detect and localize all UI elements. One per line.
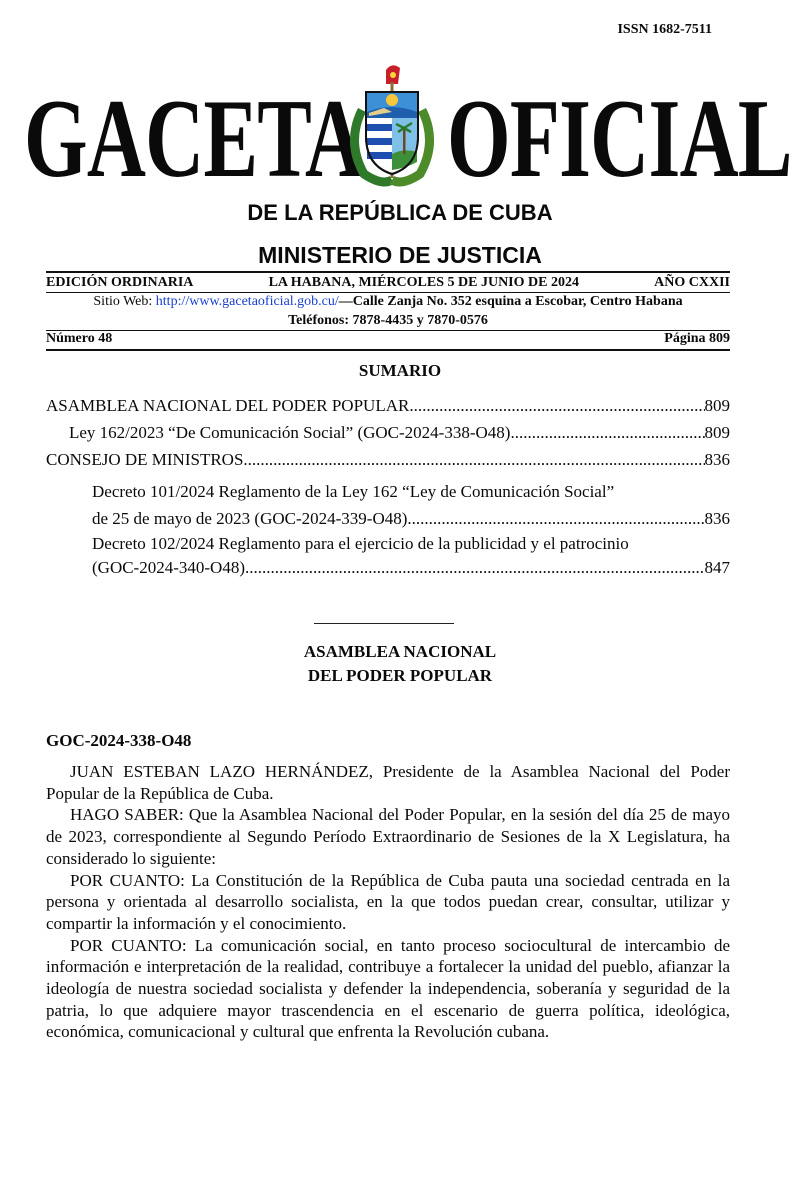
section-heading-line2: DEL PODER POPULAR <box>307 666 493 685</box>
section-heading-line1: ASAMBLEA NACIONAL <box>303 642 497 661</box>
rule-mid <box>46 292 730 293</box>
toc-page: 809 <box>704 423 730 442</box>
edition-type: EDICIÓN ORDINARIA <box>46 275 194 290</box>
paragraph: POR CUANTO: La comunicación social, en tanto proceso sociocultural de intercambio de información e interpretación de la realidad, contribuye a fortalecer la unidad del pueblo, afianzar la ideología de nuestra sociedad socialista y defender la independencia, soberanía y seguridad de la patria, lo que adquiere mayor trascendencia en el escenario de guerra política, ideológica, económica, comunicacional y cultural que enfrenta la Revolución cubana. <box>46 935 730 1042</box>
toc-text: ASAMBLEA NACIONAL DEL PODER POPULAR <box>46 396 410 415</box>
ministry-title: MINISTERIO DE JUSTICIA <box>258 242 542 268</box>
toc-text: Decreto 101/2024 Reglamento de la Ley 162 “Ley de Comunicación Social” <box>92 482 615 501</box>
paragraph: POR CUANTO: La Constitución de la República de Cuba pauta una sociedad centrada en la persona y orientada al desarrollo socialista, en la que todos puedan crear, consultar, utilizar y compartir la información y el conocimiento. <box>46 870 730 933</box>
site-row <box>46 294 730 310</box>
toc-entry[interactable] <box>46 449 730 470</box>
site-link[interactable]: http://www.gacetaoficial.gob.cu/ <box>155 294 339 309</box>
masthead-left-word: GACETA <box>24 77 364 201</box>
cuba-coat-of-arms-icon <box>342 62 442 194</box>
page-number: Página 809 <box>664 331 730 346</box>
rule-top <box>46 271 730 273</box>
masthead <box>24 77 792 201</box>
issue-number: Número 48 <box>46 331 113 346</box>
toc-text: (GOC-2024-340-O48) <box>92 558 245 577</box>
toc-entry[interactable] <box>92 478 730 532</box>
toc-text: Decreto 102/2024 Reglamento para el ejercicio de la publicidad y el patrocinio <box>92 534 629 553</box>
toc-page: 836 <box>704 509 730 528</box>
toc-text: CONSEJO DE MINISTROS <box>46 450 244 469</box>
edition-row <box>46 275 730 291</box>
toc-entry[interactable] <box>46 395 730 416</box>
site-address: —Calle Zanja No. 352 esquina a Escobar, Centro Habana <box>338 294 683 309</box>
paragraph: JUAN ESTEBAN LAZO HERNÁNDEZ, Presidente de la Asamblea Nacional del Poder Popular de la República de Cuba. <box>46 762 730 803</box>
rule-bottom <box>46 349 730 351</box>
paragraph: HAGO SABER: Que la Asamblea Nacional del Poder Popular, en la sesión del día 25 de mayo de 2023, correspondiente al Segundo Período Extraordinario de Sesiones de la X Legislatura, ha considerado lo siguiente: <box>46 805 730 868</box>
issn-number: ISSN 1682-7511 <box>617 22 712 37</box>
toc-page: 847 <box>704 558 730 577</box>
sumario-title: SUMARIO <box>358 361 442 380</box>
section-divider <box>314 623 454 624</box>
phones: Teléfonos: 7878-4435 y 7870-0576 <box>288 313 488 328</box>
edition-year: AÑO CXXII <box>654 275 730 290</box>
toc-entry[interactable] <box>92 532 730 580</box>
masthead-right-word: OFICIAL <box>447 77 792 201</box>
body-text <box>46 761 730 1043</box>
goc-code: GOC-2024-338-O48 <box>46 731 192 750</box>
toc-text: Ley 162/2023 “De Comunicación Social” (GOC-2024-338-O48) <box>69 423 511 442</box>
toc-entry[interactable] <box>69 422 730 443</box>
toc-page: 809 <box>704 396 730 415</box>
toc-page: 836 <box>704 450 730 469</box>
subtitle: DE LA REPÚBLICA DE CUBA <box>247 200 553 225</box>
toc-text: de 25 de mayo de 2023 (GOC-2024-339-O48) <box>92 509 408 528</box>
site-label: Sitio Web: <box>93 294 156 309</box>
number-row <box>46 331 730 347</box>
section-heading <box>0 640 800 688</box>
edition-place-date: LA HABANA, MIÉRCOLES 5 DE JUNIO DE 2024 <box>268 275 579 290</box>
